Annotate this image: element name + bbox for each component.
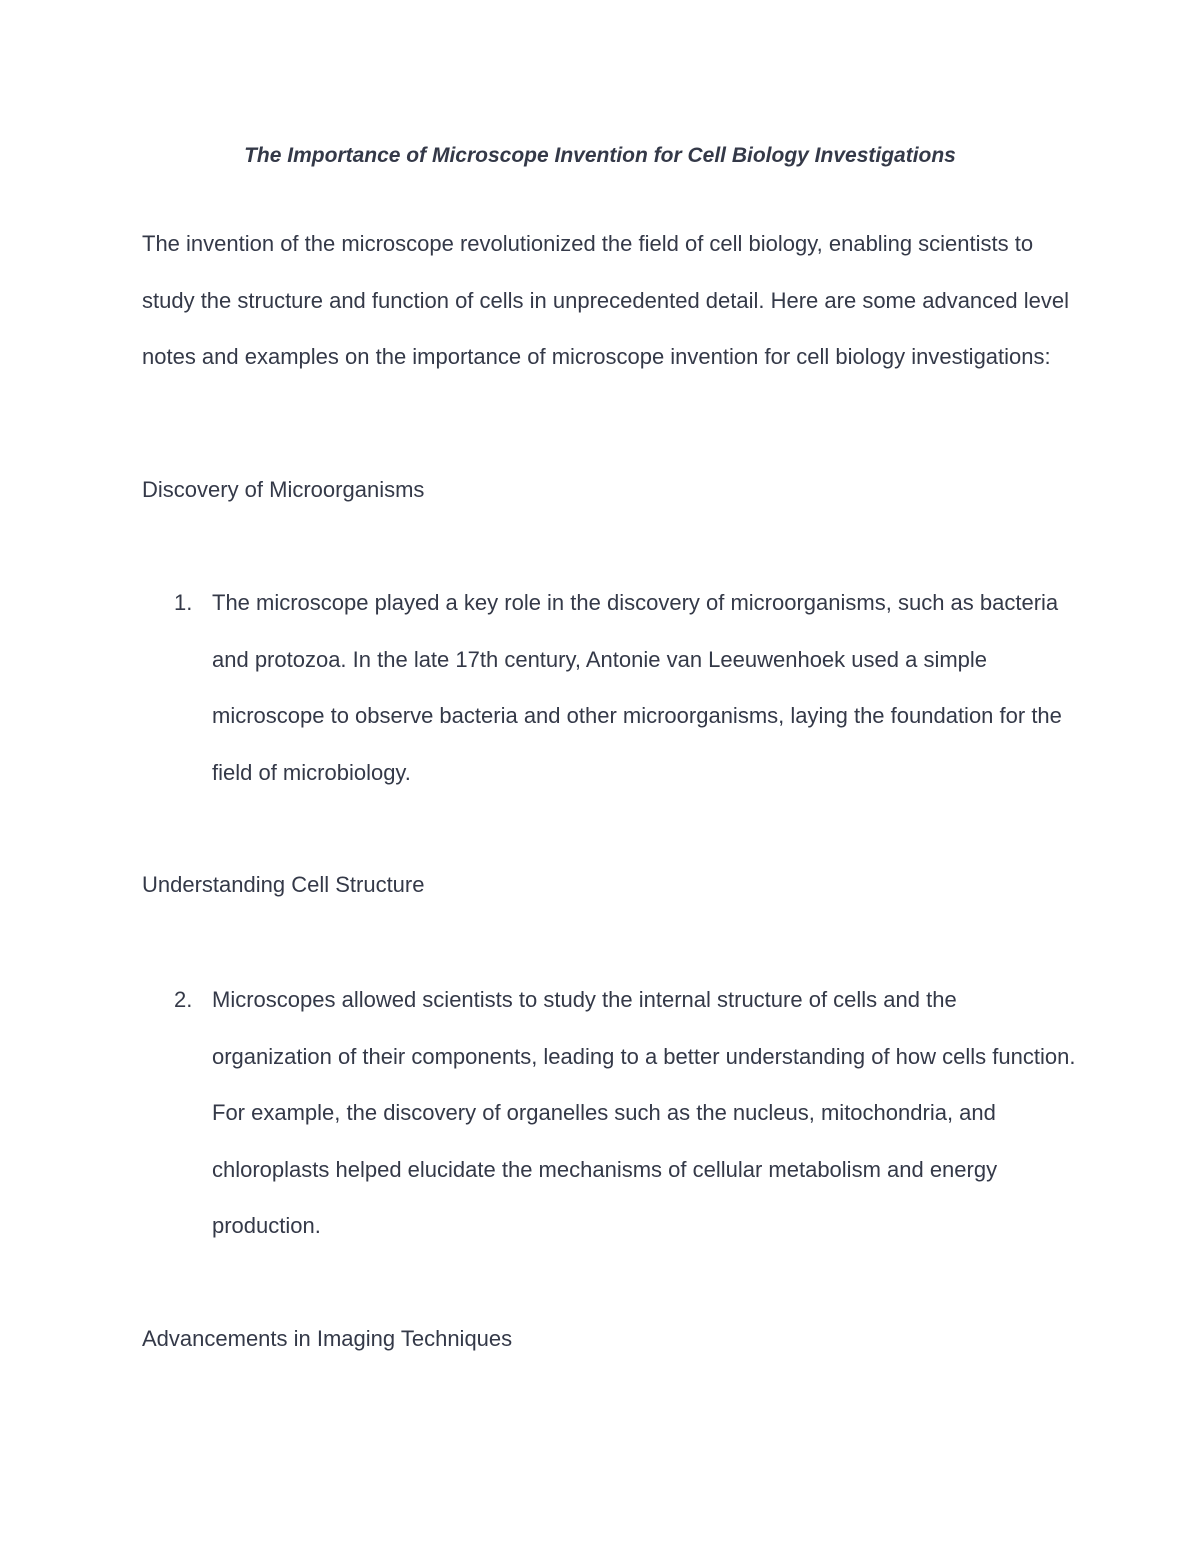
section-heading-microorganisms: Discovery of Microorganisms [142, 477, 425, 502]
list-item-text: The microscope played a key role in the discovery of microorganisms, such as bacteria and protozoa. In the late 17th century, Antonie van Leeuwenhoek used a simple microscope to observe bacteria and other microorganisms, laying the foundation for the field of microbiology. [212, 590, 1062, 785]
section-heading-cell-structure: Understanding Cell Structure [142, 872, 425, 897]
list-item-text: Microscopes allowed scientists to study the internal structure of cells and the organization of their components, leading to a better understanding of how cells function. For example, the discovery of organelles such as the nucleus, mitochondria, and chloroplasts helped elucidate the mechanisms of cellular metabolism and energy production. [212, 987, 1076, 1238]
list-item-number: 1. [174, 590, 193, 615]
list-item-number: 2. [174, 987, 193, 1012]
section-heading-imaging-techniques: Advancements in Imaging Techniques [142, 1326, 513, 1351]
document-title: The Importance of Microscope Invention for Cell Biology Investigations [244, 144, 956, 167]
intro-paragraph: The invention of the microscope revolutionized the field of cell biology, enabling scientists to study the structure and function of cells in unprecedented detail. Here are some advanced level notes and examples on the importance of microscope invention for cell biology investigations: [142, 231, 1069, 369]
